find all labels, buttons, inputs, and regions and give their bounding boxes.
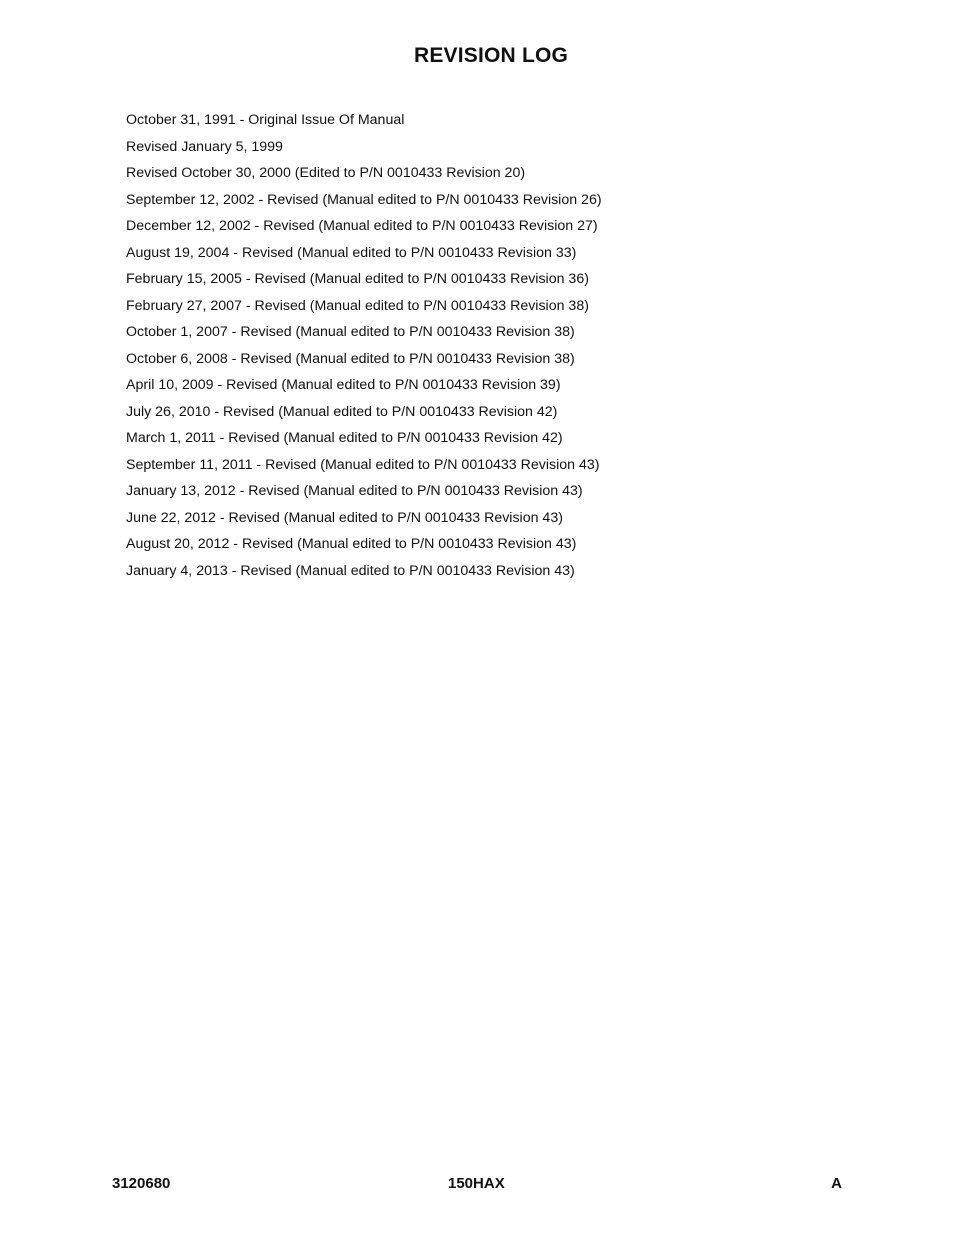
revision-list: [126, 107, 602, 584]
footer-page-label: A: [831, 1175, 842, 1192]
page-footer: [112, 1175, 842, 1195]
revision-entry: August 20, 2012 - Revised (Manual edited to P/N 0010433 Revision 43): [126, 536, 577, 552]
revision-entry: Revised October 30, 2000 (Edited to P/N 0010433 Revision 20): [126, 165, 526, 181]
revision-entry: March 1, 2011 - Revised (Manual edited to P/N 0010433 Revision 42): [126, 430, 563, 446]
revision-entry: February 15, 2005 - Revised (Manual edited to P/N 0010433 Revision 36): [126, 271, 589, 287]
revision-entry: July 26, 2010 - Revised (Manual edited to P/N 0010433 Revision 42): [126, 403, 558, 420]
revision-entry: June 22, 2012 - Revised (Manual edited to P/N 0010433 Revision 43): [126, 509, 563, 526]
revision-entry: October 1, 2007 - Revised (Manual edited to P/N 0010433 Revision 38): [126, 324, 575, 340]
revision-entry: October 6, 2008 - Revised (Manual edited to P/N 0010433 Revision 38): [126, 350, 575, 367]
revision-entry: December 12, 2002 - Revised (Manual edited to P/N 0010433 Revision 27): [126, 218, 598, 234]
footer-model-name: 150HAX: [448, 1175, 505, 1192]
revision-entry: October 31, 1991 - Original Issue Of Manual: [126, 112, 405, 128]
revision-entry: September 12, 2002 - Revised (Manual edited to P/N 0010433 Revision 26): [126, 191, 602, 208]
revision-entry: Revised January 5, 1999: [126, 138, 283, 155]
page-title: REVISION LOG: [413, 44, 569, 67]
revision-entry: September 11, 2011 - Revised (Manual edited to P/N 0010433 Revision 43): [126, 456, 600, 473]
footer-document-number: 3120680: [112, 1175, 171, 1192]
revision-entry: April 10, 2009 - Revised (Manual edited to P/N 0010433 Revision 39): [126, 377, 561, 393]
revision-entry: February 27, 2007 - Revised (Manual edited to P/N 0010433 Revision 38): [126, 297, 589, 314]
revision-entry: August 19, 2004 - Revised (Manual edited to P/N 0010433 Revision 33): [126, 244, 577, 261]
revision-entry: January 13, 2012 - Revised (Manual edited to P/N 0010433 Revision 43): [126, 483, 583, 499]
revision-entry: January 4, 2013 - Revised (Manual edited to P/N 0010433 Revision 43): [126, 562, 575, 579]
